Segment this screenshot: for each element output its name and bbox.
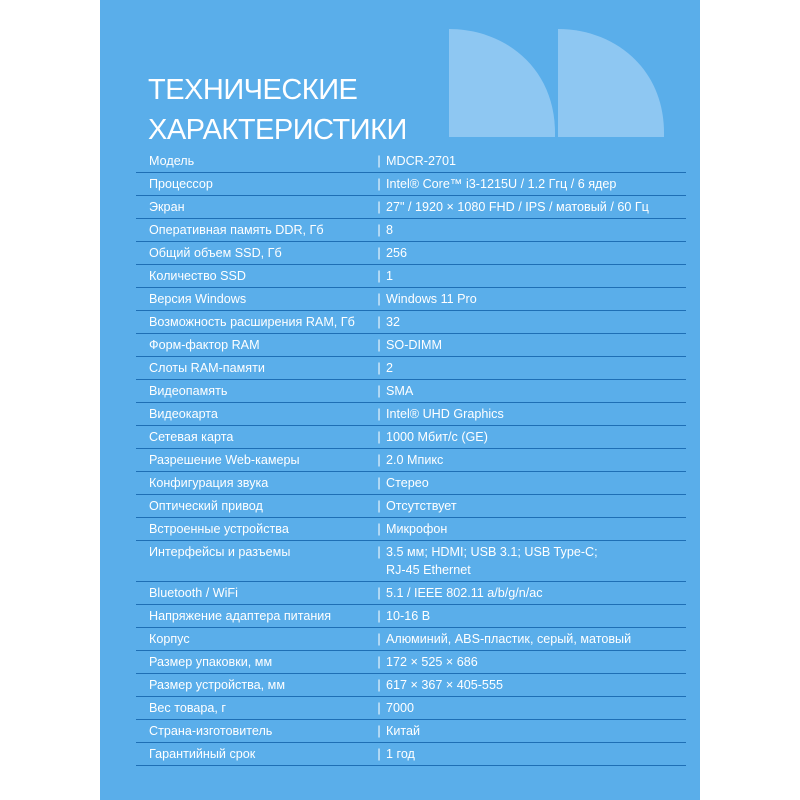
spec-value: SO-DIMM	[386, 338, 442, 352]
spec-value: 1	[386, 269, 394, 283]
column-separator: |	[377, 701, 381, 715]
spec-value: 256	[386, 246, 408, 260]
spec-label: Процессор	[149, 177, 213, 191]
spec-label: Количество SSD	[149, 269, 247, 283]
spec-value: 32	[386, 315, 401, 329]
spec-label: Встроенные устройства	[149, 522, 289, 536]
spec-value: 172 × 525 × 686	[386, 655, 478, 669]
spec-value: 2.0 Мпикс	[386, 453, 444, 467]
column-separator: |	[377, 499, 381, 513]
table-row	[136, 380, 686, 403]
spec-value: 8	[386, 223, 394, 237]
page-title	[148, 70, 407, 150]
spec-label: Оперативная память DDR, Гб	[149, 223, 324, 237]
table-row	[136, 628, 686, 651]
column-separator: |	[377, 407, 381, 421]
column-separator: |	[377, 292, 381, 306]
table-row	[136, 674, 686, 697]
spec-value: 2	[386, 361, 394, 375]
spec-label: Конфигурация звука	[149, 476, 269, 490]
table-row	[136, 541, 686, 582]
spec-label: Оптический привод	[149, 499, 263, 513]
column-separator: |	[377, 545, 381, 559]
column-separator: |	[377, 269, 381, 283]
table-row	[136, 605, 686, 628]
column-separator: |	[377, 632, 381, 646]
column-separator: |	[377, 200, 381, 214]
spec-value: 27" / 1920 × 1080 FHD / IPS / матовый / 60 Гц	[386, 200, 649, 214]
spec-value: SMA	[386, 384, 414, 398]
spec-label: Напряжение адаптера питания	[149, 609, 332, 623]
spec-value: 617 × 367 × 405-555	[386, 678, 503, 692]
spec-table	[136, 150, 686, 766]
column-separator: |	[377, 476, 381, 490]
spec-label: Разрешение Web-камеры	[149, 453, 300, 467]
column-separator: |	[377, 361, 381, 375]
spec-label: Слоты RAM-памяти	[149, 361, 265, 375]
spec-label: Форм-фактор RAM	[149, 338, 260, 352]
table-row	[136, 495, 686, 518]
table-row	[136, 357, 686, 380]
spec-value: Микрофон	[386, 522, 448, 536]
spec-value: 7000	[386, 701, 415, 715]
spec-value: Алюминий, ABS-пластик, серый, матовый	[386, 632, 632, 646]
spec-label: Гарантийный срок	[149, 747, 256, 761]
spec-label: Страна-изготовитель	[149, 724, 273, 738]
table-row	[136, 219, 686, 242]
spec-value: 1 год	[386, 747, 415, 761]
column-separator: |	[377, 724, 381, 738]
table-row	[136, 582, 686, 605]
column-separator: |	[377, 338, 381, 352]
column-separator: |	[377, 430, 381, 444]
spec-value: 5.1 / IEEE 802.11 a/b/g/n/ac	[386, 586, 543, 600]
spec-panel	[100, 0, 700, 800]
spec-label: Модель	[149, 154, 195, 168]
table-row	[136, 697, 686, 720]
column-separator: |	[377, 609, 381, 623]
column-separator: |	[377, 522, 381, 536]
table-row	[136, 196, 686, 219]
table-row	[136, 242, 686, 265]
table-row	[136, 651, 686, 674]
column-separator: |	[377, 223, 381, 237]
column-separator: |	[377, 384, 381, 398]
spec-value: Intel® Core™ i3-1215U / 1.2 Ггц / 6 ядер	[386, 177, 617, 191]
table-row	[136, 449, 686, 472]
table-row	[136, 720, 686, 743]
table-row	[136, 311, 686, 334]
spec-value: Windows 11 Pro	[386, 292, 477, 306]
spec-value: 10-16 В	[386, 609, 431, 623]
table-row	[136, 265, 686, 288]
spec-value: 3.5 мм; HDMI; USB 3.1; USB Type-C; RJ-45 Ethernet	[386, 545, 598, 577]
double-quote-icon	[449, 29, 559, 137]
spec-label: Версия Windows	[149, 292, 247, 306]
column-separator: |	[377, 315, 381, 329]
table-row	[136, 150, 686, 173]
double-quote-icon	[558, 29, 668, 137]
spec-label: Размер устройства, мм	[149, 678, 285, 692]
spec-value: 1000 Мбит/с (GE)	[386, 430, 488, 444]
column-separator: |	[377, 177, 381, 191]
spec-label: Интерфейсы и разъемы	[149, 545, 291, 559]
spec-value: MDCR-2701	[386, 154, 456, 168]
table-row	[136, 288, 686, 311]
table-row	[136, 472, 686, 495]
spec-value: Отсутствует	[386, 499, 457, 513]
table-row	[136, 743, 686, 766]
column-separator: |	[377, 154, 381, 168]
spec-label: Общий объем SSD, Гб	[149, 246, 282, 260]
column-separator: |	[377, 678, 381, 692]
spec-label: Возможность расширения RAM, Гб	[149, 315, 355, 329]
table-row	[136, 173, 686, 196]
spec-label: Размер упаковки, мм	[149, 655, 273, 669]
spec-label: Видеокарта	[149, 407, 218, 421]
column-separator: |	[377, 747, 381, 761]
spec-label: Сетевая карта	[149, 430, 234, 444]
spec-value: Китай	[386, 724, 421, 738]
column-separator: |	[377, 655, 381, 669]
column-separator: |	[377, 453, 381, 467]
title-line-2: ХАРАКТЕРИСТИКИ	[148, 114, 407, 146]
column-separator: |	[377, 246, 381, 260]
table-row	[136, 426, 686, 449]
spec-label: Экран	[149, 200, 185, 214]
spec-label: Вес товара, г	[149, 701, 226, 715]
spec-label: Корпус	[149, 632, 190, 646]
table-row	[136, 518, 686, 541]
table-row	[136, 334, 686, 357]
spec-value: Стерео	[386, 476, 429, 490]
table-row	[136, 403, 686, 426]
spec-label: Bluetooth / WiFi	[149, 586, 238, 600]
spec-label: Видеопамять	[149, 384, 228, 398]
column-separator: |	[377, 586, 381, 600]
spec-value: Intel® UHD Graphics	[386, 407, 504, 421]
title-line-1: ТЕХНИЧЕСКИЕ	[148, 74, 358, 106]
